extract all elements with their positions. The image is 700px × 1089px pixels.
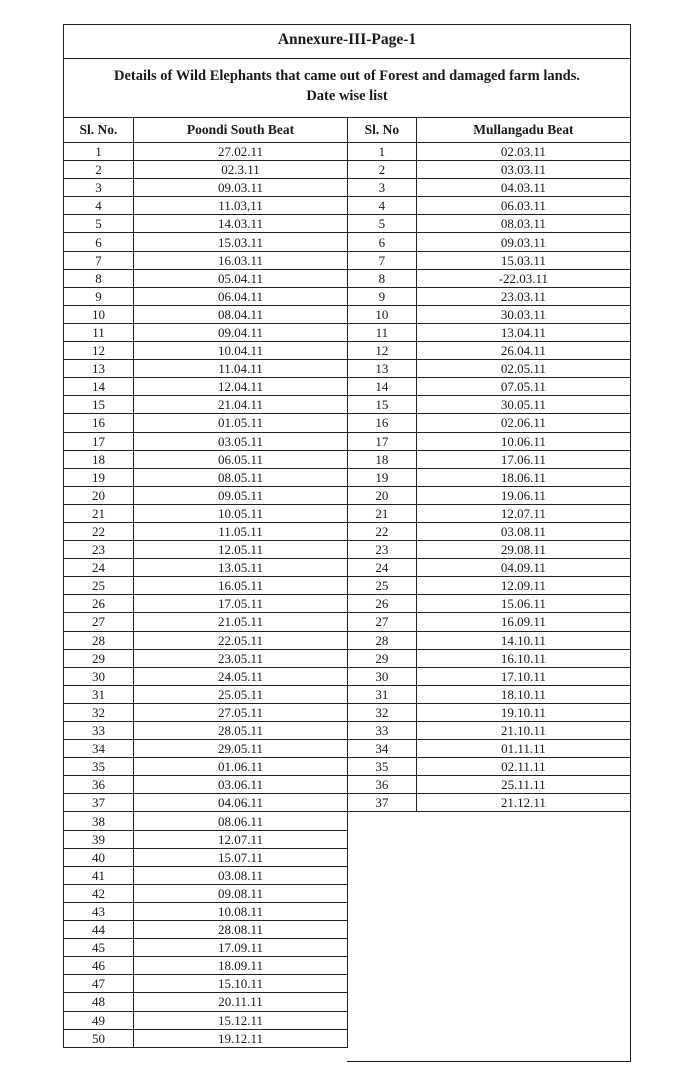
date-cell: 16.09.11 — [416, 613, 630, 631]
serial-number-cell: 25 — [348, 577, 417, 595]
date-cell: 17.09.11 — [134, 939, 348, 957]
date-cell: 02.03.11 — [416, 143, 630, 161]
table-row — [64, 197, 348, 215]
serial-number-cell: 49 — [64, 1011, 134, 1029]
date-cell: 09.03.11 — [416, 233, 630, 251]
table-row — [64, 884, 348, 902]
date-cell: 30.03.11 — [416, 305, 630, 323]
date-cell: 08.05.11 — [134, 468, 348, 486]
table-row — [348, 595, 631, 613]
table-row — [348, 305, 631, 323]
serial-number-cell: 4 — [348, 197, 417, 215]
date-cell: 07.05.11 — [416, 378, 630, 396]
outer-border-right — [630, 117, 631, 1062]
serial-number-cell: 1 — [64, 143, 134, 161]
table-row — [64, 396, 348, 414]
serial-number-cell: 31 — [348, 685, 417, 703]
date-cell: 12.04.11 — [134, 378, 348, 396]
serial-number-cell: 4 — [64, 197, 134, 215]
serial-number-cell: 27 — [64, 613, 134, 631]
table-row — [348, 233, 631, 251]
table-row — [64, 251, 348, 269]
date-cell: 10.06.11 — [416, 432, 630, 450]
date-cell: 13.05.11 — [134, 559, 348, 577]
serial-number-cell: 16 — [64, 414, 134, 432]
serial-number-cell: 11 — [64, 323, 134, 341]
date-cell: 15.03.11 — [134, 233, 348, 251]
serial-number-cell: 47 — [64, 975, 134, 993]
table-row — [64, 287, 348, 305]
date-cell: 16.03.11 — [134, 251, 348, 269]
date-cell: 29.08.11 — [416, 541, 630, 559]
date-cell: 09.05.11 — [134, 486, 348, 504]
table-row — [64, 631, 348, 649]
date-cell: 15.07.11 — [134, 848, 348, 866]
date-cell: 03.08.11 — [416, 522, 630, 540]
date-cell: 04.09.11 — [416, 559, 630, 577]
table-row — [64, 649, 348, 667]
serial-number-cell: 8 — [348, 269, 417, 287]
serial-number-cell: 17 — [348, 432, 417, 450]
date-cell: 27.02.11 — [134, 143, 348, 161]
table-row — [348, 414, 631, 432]
serial-number-cell: 34 — [348, 740, 417, 758]
table-row — [64, 233, 348, 251]
date-cell: 05.04.11 — [134, 269, 348, 287]
date-cell: 15.12.11 — [134, 1011, 348, 1029]
date-cell: 03.06.11 — [134, 776, 348, 794]
date-cell: 10.08.11 — [134, 902, 348, 920]
date-cell: 18.09.11 — [134, 957, 348, 975]
header-row — [348, 118, 631, 143]
date-cell: 06.04.11 — [134, 287, 348, 305]
table-row — [348, 197, 631, 215]
date-cell: 09.08.11 — [134, 884, 348, 902]
table-row — [64, 703, 348, 721]
serial-number-cell: 10 — [348, 305, 417, 323]
serial-number-cell: 44 — [64, 921, 134, 939]
serial-number-cell: 18 — [348, 450, 417, 468]
date-cell: 27.05.11 — [134, 703, 348, 721]
header-row — [64, 118, 348, 143]
serial-number-cell: 39 — [64, 830, 134, 848]
annexure-sheet — [63, 24, 631, 1062]
table-row — [64, 975, 348, 993]
date-cell: 09.04.11 — [134, 323, 348, 341]
serial-number-cell: 6 — [64, 233, 134, 251]
date-cell: 01.11.11 — [416, 740, 630, 758]
table-row — [348, 432, 631, 450]
serial-number-cell: 33 — [64, 722, 134, 740]
table-row — [348, 468, 631, 486]
serial-number-cell: 3 — [64, 179, 134, 197]
date-cell: 21.05.11 — [134, 613, 348, 631]
table-row — [348, 794, 631, 812]
table-row — [348, 722, 631, 740]
date-cell: 15.10.11 — [134, 975, 348, 993]
date-cell: 10.04.11 — [134, 342, 348, 360]
date-cell: 17.06.11 — [416, 450, 630, 468]
table-row — [64, 414, 348, 432]
serial-number-cell: 22 — [348, 522, 417, 540]
serial-number-cell: 34 — [64, 740, 134, 758]
date-cell: 06.03.11 — [416, 197, 630, 215]
date-cell: 15.06.11 — [416, 595, 630, 613]
date-cell: 08.04.11 — [134, 305, 348, 323]
serial-number-cell: 28 — [348, 631, 417, 649]
table-row — [348, 342, 631, 360]
serial-number-cell: 19 — [64, 468, 134, 486]
date-cell: 19.06.11 — [416, 486, 630, 504]
date-cell: 11.05.11 — [134, 522, 348, 540]
table-row — [348, 703, 631, 721]
serial-number-cell: 7 — [64, 251, 134, 269]
date-cell: 29.05.11 — [134, 740, 348, 758]
date-cell: 12.05.11 — [134, 541, 348, 559]
table-row — [348, 559, 631, 577]
serial-number-cell: 32 — [64, 703, 134, 721]
serial-number-cell: 5 — [348, 215, 417, 233]
column-header-mullangadu-beat: Mullangadu Beat — [416, 118, 630, 143]
table-row — [64, 740, 348, 758]
table-row — [348, 287, 631, 305]
table-row — [348, 740, 631, 758]
serial-number-cell: 14 — [64, 378, 134, 396]
date-cell: 21.10.11 — [416, 722, 630, 740]
table-row — [64, 595, 348, 613]
date-cell: 04.03.11 — [416, 179, 630, 197]
date-cell: 26.04.11 — [416, 342, 630, 360]
date-cell: 17.05.11 — [134, 595, 348, 613]
serial-number-cell: 24 — [348, 559, 417, 577]
serial-number-cell: 17 — [64, 432, 134, 450]
table-row — [64, 161, 348, 179]
date-cell: 12.07.11 — [134, 830, 348, 848]
serial-number-cell: 29 — [348, 649, 417, 667]
table-row — [348, 143, 631, 161]
table-row — [348, 269, 631, 287]
page-title: Annexure-III-Page-1 — [277, 31, 417, 48]
serial-number-cell: 36 — [348, 776, 417, 794]
date-cell: 20.11.11 — [134, 993, 348, 1011]
table-row — [64, 685, 348, 703]
serial-number-cell: 16 — [348, 414, 417, 432]
serial-number-cell: 45 — [64, 939, 134, 957]
date-cell: 28.08.11 — [134, 921, 348, 939]
serial-number-cell: 21 — [64, 504, 134, 522]
serial-number-cell: 26 — [348, 595, 417, 613]
date-cell: 22.05.11 — [134, 631, 348, 649]
date-cell: 16.10.11 — [416, 649, 630, 667]
date-cell: 08.03.11 — [416, 215, 630, 233]
date-cell: 21.12.11 — [416, 794, 630, 812]
table-row — [348, 758, 631, 776]
table-row — [64, 468, 348, 486]
table-row — [64, 939, 348, 957]
table-row — [348, 577, 631, 595]
date-cell: 08.06.11 — [134, 812, 348, 830]
date-cell: 09.03.11 — [134, 179, 348, 197]
serial-number-cell: 20 — [348, 486, 417, 504]
table-row — [348, 613, 631, 631]
date-cell: 06.05.11 — [134, 450, 348, 468]
table-row — [64, 848, 348, 866]
title-box — [63, 24, 631, 59]
table-row — [64, 667, 348, 685]
serial-number-cell: 9 — [64, 287, 134, 305]
table-row — [64, 179, 348, 197]
serial-number-cell: 2 — [348, 161, 417, 179]
date-cell: 23.05.11 — [134, 649, 348, 667]
serial-number-cell: 15 — [348, 396, 417, 414]
date-cell: 19.10.11 — [416, 703, 630, 721]
date-cell: 23.03.11 — [416, 287, 630, 305]
table-row — [64, 722, 348, 740]
table-row — [348, 161, 631, 179]
date-cell: 10.05.11 — [134, 504, 348, 522]
serial-number-cell: 8 — [64, 269, 134, 287]
date-cell: 02.3.11 — [134, 161, 348, 179]
date-cell: 21.04.11 — [134, 396, 348, 414]
table-row — [64, 504, 348, 522]
date-cell: 14.03.11 — [134, 215, 348, 233]
table-row — [348, 776, 631, 794]
date-cell: 11.04.11 — [134, 360, 348, 378]
date-cell: 02.05.11 — [416, 360, 630, 378]
serial-number-cell: 3 — [348, 179, 417, 197]
serial-number-cell: 13 — [348, 360, 417, 378]
table-row — [348, 631, 631, 649]
serial-number-cell: 36 — [64, 776, 134, 794]
table-row — [348, 541, 631, 559]
table-row — [64, 143, 348, 161]
empty-area — [347, 824, 631, 1062]
table-row — [64, 541, 348, 559]
serial-number-cell: 25 — [64, 577, 134, 595]
date-cell: 12.09.11 — [416, 577, 630, 595]
serial-number-cell: 9 — [348, 287, 417, 305]
serial-number-cell: 46 — [64, 957, 134, 975]
table-row — [64, 305, 348, 323]
serial-number-cell: 37 — [348, 794, 417, 812]
date-cell: 30.05.11 — [416, 396, 630, 414]
date-cell: 01.06.11 — [134, 758, 348, 776]
serial-number-cell: 23 — [348, 541, 417, 559]
serial-number-cell: 30 — [64, 667, 134, 685]
table-row — [348, 179, 631, 197]
date-cell: 12.07.11 — [416, 504, 630, 522]
serial-number-cell: 35 — [348, 758, 417, 776]
serial-number-cell: 27 — [348, 613, 417, 631]
serial-number-cell: 41 — [64, 866, 134, 884]
serial-number-cell: 24 — [64, 559, 134, 577]
serial-number-cell: 37 — [64, 794, 134, 812]
date-cell: 03.08.11 — [134, 866, 348, 884]
serial-number-cell: 7 — [348, 251, 417, 269]
serial-number-cell: 6 — [348, 233, 417, 251]
serial-number-cell: 12 — [348, 342, 417, 360]
date-cell: 28.05.11 — [134, 722, 348, 740]
serial-number-cell: 23 — [64, 541, 134, 559]
table-row — [348, 378, 631, 396]
table-row — [348, 649, 631, 667]
serial-number-cell: 26 — [64, 595, 134, 613]
table-row — [64, 957, 348, 975]
date-cell: 17.10.11 — [416, 667, 630, 685]
date-cell: 13.04.11 — [416, 323, 630, 341]
table-row — [64, 921, 348, 939]
table-row — [348, 215, 631, 233]
serial-number-cell: 29 — [64, 649, 134, 667]
serial-number-cell: 13 — [64, 360, 134, 378]
serial-number-cell: 42 — [64, 884, 134, 902]
date-cell: 04.06.11 — [134, 794, 348, 812]
table-row — [64, 866, 348, 884]
table-row — [348, 667, 631, 685]
serial-number-cell: 2 — [64, 161, 134, 179]
table-row — [348, 685, 631, 703]
table-row — [64, 486, 348, 504]
table-row — [64, 577, 348, 595]
date-cell: 16.05.11 — [134, 577, 348, 595]
table-row — [348, 522, 631, 540]
serial-number-cell: 11 — [348, 323, 417, 341]
date-cell: 01.05.11 — [134, 414, 348, 432]
table-row — [64, 378, 348, 396]
serial-number-cell: 21 — [348, 504, 417, 522]
table-row — [348, 251, 631, 269]
date-cell: 03.05.11 — [134, 432, 348, 450]
table-row — [64, 450, 348, 468]
table-row — [64, 342, 348, 360]
table-row — [64, 215, 348, 233]
table-row — [64, 323, 348, 341]
date-cell: 24.05.11 — [134, 667, 348, 685]
table-row — [64, 776, 348, 794]
table-row — [64, 269, 348, 287]
table-row — [64, 559, 348, 577]
serial-number-cell: 31 — [64, 685, 134, 703]
subtitle-line-1: Details of Wild Elephants that came out of Forest and damaged farm lands. — [113, 68, 581, 84]
date-cell: 19.12.11 — [134, 1029, 348, 1047]
date-cell: 18.06.11 — [416, 468, 630, 486]
serial-number-cell: 5 — [64, 215, 134, 233]
date-cell: 11.03,11 — [134, 197, 348, 215]
table-row — [64, 902, 348, 920]
serial-number-cell: 30 — [348, 667, 417, 685]
table-row — [348, 396, 631, 414]
serial-number-cell: 20 — [64, 486, 134, 504]
table-row — [348, 450, 631, 468]
serial-number-cell: 19 — [348, 468, 417, 486]
table-row — [64, 432, 348, 450]
serial-number-cell: 22 — [64, 522, 134, 540]
column-header-poondi-south-beat: Poondi South Beat — [134, 118, 348, 143]
serial-number-cell: 33 — [348, 722, 417, 740]
date-cell: 02.06.11 — [416, 414, 630, 432]
serial-number-cell: 12 — [64, 342, 134, 360]
table-row — [348, 360, 631, 378]
column-header-sl-no: Sl. No. — [64, 118, 134, 143]
table-row — [64, 613, 348, 631]
subtitle-line-2: Date wise list — [306, 88, 388, 104]
table-row — [348, 504, 631, 522]
serial-number-cell: 48 — [64, 993, 134, 1011]
mullangadu-beat-table — [347, 117, 631, 812]
table-row — [64, 758, 348, 776]
table-row — [64, 812, 348, 830]
serial-number-cell: 50 — [64, 1029, 134, 1047]
table-row — [64, 1011, 348, 1029]
table-row — [64, 522, 348, 540]
serial-number-cell: 10 — [64, 305, 134, 323]
date-cell: 15.03.11 — [416, 251, 630, 269]
date-cell: 02.11.11 — [416, 758, 630, 776]
date-cell: 14.10.11 — [416, 631, 630, 649]
poondi-south-beat-table — [63, 117, 348, 1048]
date-cell: 25.05.11 — [134, 685, 348, 703]
serial-number-cell: 40 — [64, 848, 134, 866]
date-cell: 25.11.11 — [416, 776, 630, 794]
date-cell: 18.10.11 — [416, 685, 630, 703]
serial-number-cell: 14 — [348, 378, 417, 396]
serial-number-cell: 38 — [64, 812, 134, 830]
date-cell: 03.03.11 — [416, 161, 630, 179]
serial-number-cell: 18 — [64, 450, 134, 468]
table-row — [348, 323, 631, 341]
table-row — [64, 360, 348, 378]
table-row — [348, 486, 631, 504]
column-header-sl-no: Sl. No — [348, 118, 417, 143]
table-row — [64, 993, 348, 1011]
table-row — [64, 1029, 348, 1047]
serial-number-cell: 32 — [348, 703, 417, 721]
serial-number-cell: 35 — [64, 758, 134, 776]
serial-number-cell: 43 — [64, 902, 134, 920]
date-cell: -22.03.11 — [416, 269, 630, 287]
serial-number-cell: 28 — [64, 631, 134, 649]
subtitle-box — [63, 58, 631, 118]
table-row — [64, 830, 348, 848]
serial-number-cell: 1 — [348, 143, 417, 161]
table-row — [64, 794, 348, 812]
serial-number-cell: 15 — [64, 396, 134, 414]
